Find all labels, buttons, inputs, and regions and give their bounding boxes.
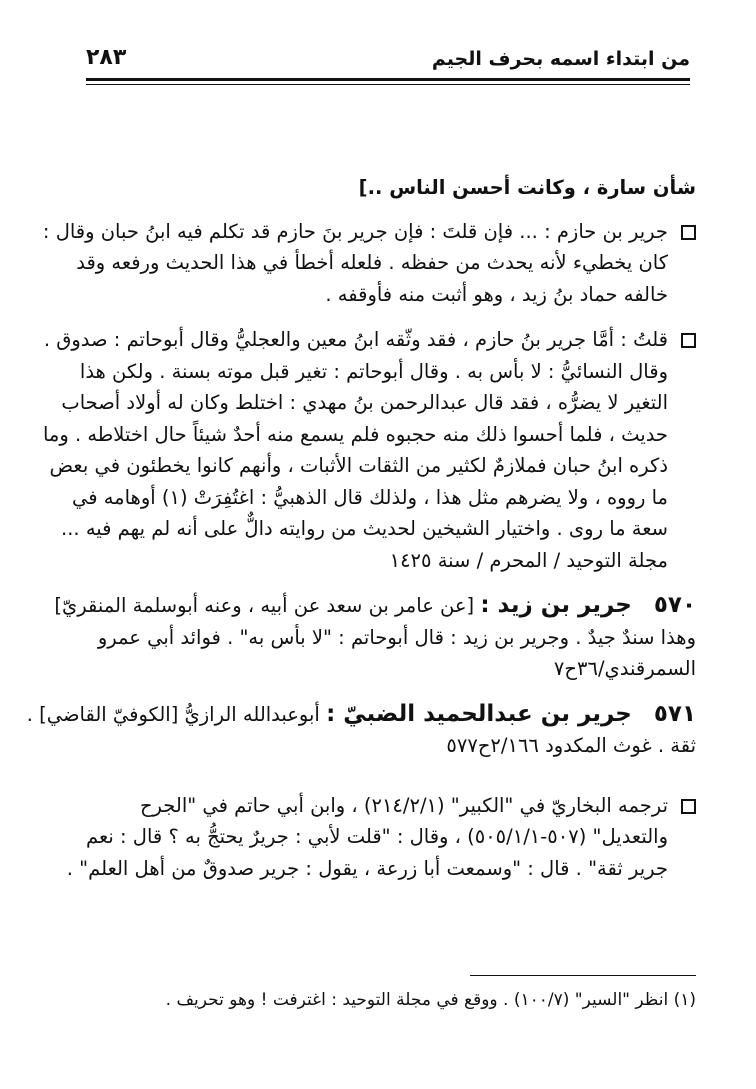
text-line: قلتُ : أمَّا جرير بنُ حازم ، فقد وثّقه ابنُ معين والعجليُّ وقال أبوحاتم : صدوق . bbox=[43, 328, 668, 351]
running-title: من ابتداء اسمه بحرف الجيم bbox=[431, 48, 690, 70]
text-line: حديث ، فلما أحسوا ذلك منه حجبوه فلم يسمع منه أحدٌ شيئاً حال اختلاطه . وما bbox=[42, 422, 668, 446]
text-line: وهذا سندٌ جيدٌ . وجرير بن زيد : قال أبوحاتم : "لا بأس به" . فوائد أبي عمرو bbox=[97, 625, 696, 649]
entry-570 bbox=[54, 590, 696, 685]
footnote: (١) انظر "السير" (١٠٠/٧) . ووقع في مجلة التوحيد : اغترفت ! وهو تحريف . bbox=[165, 990, 696, 1010]
entry-heading-line bbox=[54, 590, 696, 622]
section-heading: شأن سارة ، وكانت أحسن الناس ..] bbox=[358, 176, 696, 199]
paragraph-biography bbox=[66, 790, 696, 885]
text-line: السمرقندي/٣٦ح٧ bbox=[553, 657, 696, 680]
entry-number: ٥٧١ bbox=[653, 700, 696, 727]
text-line: التغير لا يضرُّه ، فقد قال عبدالرحمن بنُ مهدي : اختلط وكان له أولاد أصحاب bbox=[61, 391, 668, 414]
text-line: والتعديل" (٥٠٧-٥٠٥/١/١) ، وقال : "قلت لأبي : جريرٌ يحتجُّ به ؟ قال : نعم bbox=[86, 825, 668, 848]
main-text bbox=[26, 172, 696, 898]
text-line: جرير ثقة" . قال : "وسمعت أبا زرعة ، يقول : جرير صدوقٌ من أهل العلم" . bbox=[66, 856, 668, 880]
entry-detail: [عن عامر بن سعد عن أبيه ، وعنه أبوسلمة المنقريّ] bbox=[54, 594, 475, 617]
text-line: وقال النسائيُّ : لا بأس به . وقال أبوحاتم : تغير قبل موته بسنة . ولكن هذا bbox=[79, 359, 668, 383]
text-line: كان يخطيء لأنه يحدث من حفظه . فلعله أخطأ في هذا الحديث ورفعه وقد bbox=[76, 251, 668, 274]
square-bullet-icon bbox=[681, 225, 696, 240]
text-line: ما رووه ، ولا يضرهم مثل هذا ، ولذلك قال الذهبيُّ : اغتُفِرَتْ (١) أوهامه في bbox=[71, 485, 668, 509]
text-line: سعة ما روى . واختيار الشيخين لحديث من روايته دالٌّ على أنه لم يهم فيه ... bbox=[61, 517, 668, 540]
page-header bbox=[86, 36, 690, 70]
entry-name: جرير بن عبدالحميد الضبيّ : bbox=[326, 700, 632, 727]
source-citation: مجلة التوحيد / المحرم / سنة ١٤٢٥ bbox=[389, 548, 668, 572]
footnote-separator bbox=[470, 975, 696, 976]
paragraph-reply bbox=[42, 324, 696, 576]
paragraph-objection bbox=[42, 216, 696, 311]
entry-detail: أبوعبدالله الرازيُّ [الكوفيّ القاضي] . bbox=[26, 702, 320, 726]
square-bullet-icon bbox=[681, 333, 696, 348]
entry-number: ٥٧٠ bbox=[653, 592, 696, 618]
text-line: ثقة . غوث المكدود ٢/١٦٦ح٥٧٧ bbox=[446, 734, 696, 757]
page-number: ٢٨٣ bbox=[86, 45, 127, 70]
header-rule-thick bbox=[86, 78, 690, 81]
header-rule-thin bbox=[86, 84, 690, 85]
text-line: خالفه حماد بنُ زيد ، وهو أثبت منه فأوقفه . bbox=[325, 282, 668, 306]
text-line: ذكره ابنُ حبان فملازمٌ لكثير من الثقات الأثبات ، وأنهم كانوا يخطئون في بعض bbox=[49, 454, 668, 477]
entry-heading-line bbox=[26, 699, 696, 731]
entry-571 bbox=[26, 699, 696, 762]
text-line: ترجمه البخاريّ في "الكبير" (٢١٤/٢/١) ، وابن أبي حاتم في "الجرح bbox=[139, 793, 668, 817]
text-line: جرير بن حازم : ... فإن قلتَ : فإن جرير بنَ حازم قد تكلم فيه ابنُ حبان وقال : bbox=[42, 219, 668, 243]
square-bullet-icon bbox=[681, 799, 696, 814]
entry-name: جرير بن زيد : bbox=[480, 592, 632, 618]
